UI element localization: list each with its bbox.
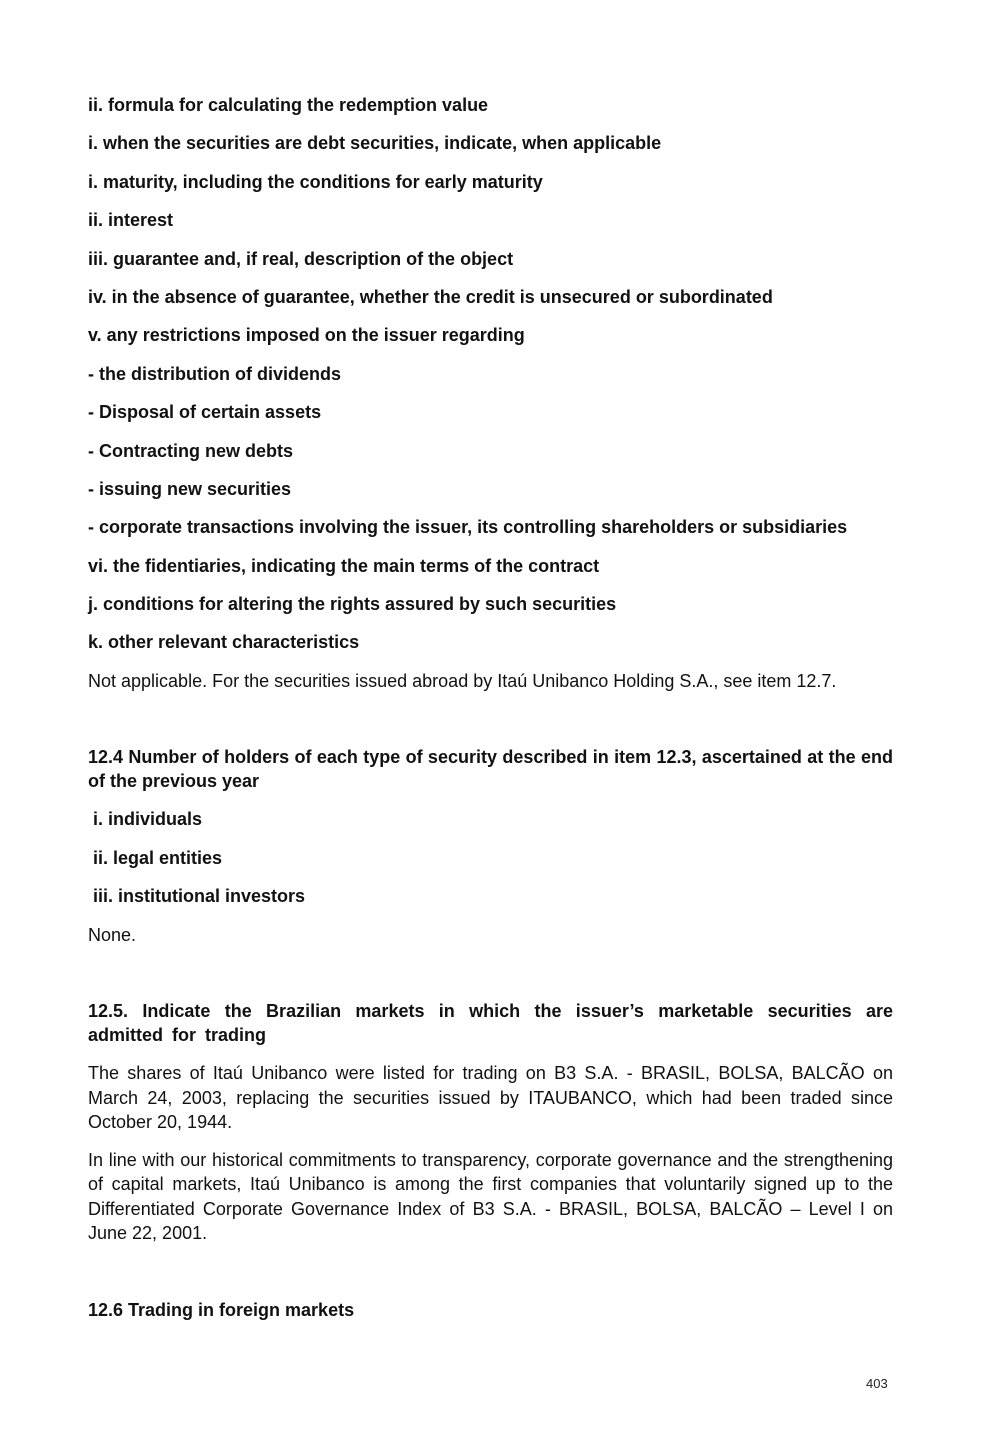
section-12-5-heading: 12.5. Indicate the Brazilian markets in which the issuer’s marketable securities are admitted for trading [88,1001,893,1046]
list-item: i. when the securities are debt securities, indicate, when applicable [88,133,662,154]
not-applicable-note: Not applicable. For the securities issued abroad by Itaú Unibanco Holding S.A., see item 12.7. [88,670,837,691]
list-item: - Contracting new debts [88,440,294,461]
section-12-4-answer: None. [88,924,137,945]
list-item: vi. the fidentiaries, indicating the main terms of the contract [88,555,600,576]
list-item: k. other relevant characteristics [88,632,360,653]
list-item: ii. formula for calculating the redemption value [88,95,489,115]
list-item: i. maturity, including the conditions for early maturity [88,171,543,192]
list-item: i. individuals [93,809,203,830]
list-item: iii. guarantee and, if real, description of the object [88,248,514,269]
list-item: - corporate transactions involving the issuer, its controlling shareholders or subsidiaries [88,517,848,538]
list-item: - Disposal of certain assets [88,402,322,423]
list-item: ii. interest [88,210,174,231]
section-12-4-heading: 12.4 Number of holders of each type of security described in item 12.3, ascertained at the end of the previous year [88,747,893,792]
section-12-6-heading: 12.6 Trading in foreign markets [88,1299,355,1320]
list-item: ii. legal entities [93,847,223,868]
list-item: iii. institutional investors [93,886,306,907]
list-item: iv. in the absence of guarantee, whether the credit is unsecured or subordinated [88,286,773,307]
page-number: 403 [866,1376,888,1391]
section-12-5-paragraph: The shares of Itaú Unibanco were listed for trading on B3 S.A. - BRASIL, BOLSA, BALCÃO on March 24, 2003, replacing the securities issued by ITAUBANCO, which had been traded since October 20, 1944. [88,1063,893,1133]
list-item: - the distribution of dividends [88,363,341,384]
document-page [88,93,893,1336]
list-item: - issuing new securities [88,478,292,499]
list-item: v. any restrictions imposed on the issuer regarding [88,325,525,346]
list-item: j. conditions for altering the rights assured by such securities [88,594,617,615]
section-12-5-paragraph: In line with our historical commitments to transparency, corporate governance and the strengthening of capital markets, Itaú Unibanco is among the first companies that voluntarily signed up to the Differentiated Corporate Governance Index of B3 S.A. - BRASIL, BOLSA, BALCÃO – Level I on June 22, 2001. [88,1149,893,1244]
